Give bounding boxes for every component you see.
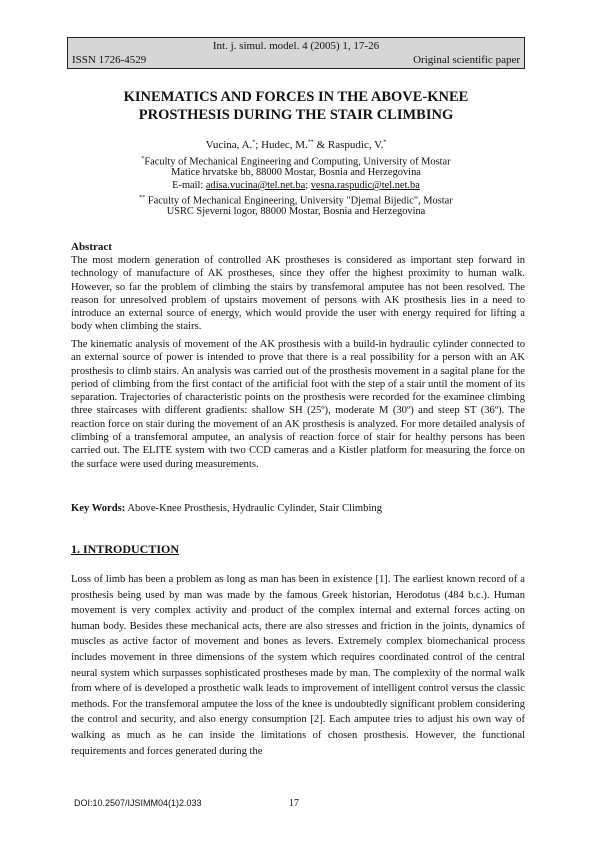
email-label: E-mail: — [172, 180, 206, 191]
abstract-heading: Abstract — [71, 241, 112, 253]
author-3: & Raspudic, V. — [313, 139, 384, 151]
abstract-paragraph-1: The most modern generation of controlled AK prostheses is considered as important step forward in technology of manufacture of AK prostheses, since they offer the highest proximity to human walk. However, so far the problem of climbing the stairs by transfemoral amputee has not been resolved. The reason for unresolved problem of upstairs movement of persons with AK prosthesis lies in a need to introduce an external source of energy, which would provide the user with energy required for lifting a body when climbing the stairs. — [71, 255, 525, 333]
author-2: ; Hudec, M. — [255, 139, 308, 151]
affiliation-1-mark: * — [141, 156, 145, 162]
author-1: Vucina, A. — [205, 139, 253, 151]
introduction-paragraph: Loss of limb has been a problem as long as man has been in existence [1]. The earliest known record of a prosthesis being used by man was made by the famous Greek historian, Herodotus (484 b.c.). Human movement is very complex activity and product of the complex internal and external forces acting on human body. Besides these mechanical acts, there are also stresses and friction in the joints, dynamics of muscles as active factor of movement and bones as levers. Extremely complex biomechanical process includes movement in three dimensions of the system which requires coordinated control of the central neural system which surpasses sophisticated prostheses made by man. The complexity of the normal walk from where of is developed a prosthetic walk leads to improvement of intelligent control versus the classic methods. For the transfemoral amputee the loss of the knee is undoubtedly significant problem considering the control and security, and also energy consumption [2]. Each amputee tries to adjust his own way of walking as much as he can inside the limitations of chosen prosthesis. However, the functional requirements and forces generated during the — [71, 574, 525, 757]
keywords-list: Above-Knee Prosthesis, Hydraulic Cylinder, Stair Climbing — [125, 503, 382, 514]
keywords-label: Key Words: — [71, 503, 126, 514]
issn: ISSN 1726-4529 — [72, 54, 147, 66]
journal-header-box — [67, 37, 525, 69]
author-list — [67, 139, 525, 151]
affiliation-2: ** Faculty of Mechanical Engineering, University "Djemal Bijedic", Mostar — [139, 195, 453, 207]
journal-citation: Int. j. simul. model. 4 (2005) 1, 17-26 — [212, 40, 380, 52]
affiliation-1-address: Matice hrvatske bb, 88000 Mostar, Bosnia and Herzegovina — [171, 167, 421, 178]
section-heading-introduction: 1. INTRODUCTION — [71, 542, 180, 556]
author-1-mark: * — [252, 139, 256, 146]
email-link-2[interactable]: vesna.raspudic@tel.net.ba — [310, 180, 420, 191]
email-link-1[interactable]: adisa.vucina@tel.net.ba — [205, 180, 306, 191]
paper-title — [67, 88, 525, 124]
abstract-paragraph-2: The kinematic analysis of movement of the AK prosthesis with a build-in hydraulic cylinder connected to an external source of power is intended to prove that there is a real possibility for a person with an AK prosthesis to climb stairs. An analysis was carried out of the prosthesis movement in a sagital plane for the period of climbing from the first contact of the artificial foot with the step of a stair until the moment of its separation. Trajectories of characteristic points on the prosthesis were recorded for the examinee climbing three staircases with different gradients: shallow SH (25º), moderate M (30º) and steep ST (36º). The reaction force on stair during the movement of an AK prosthesis is analyzed. For more detailed analysis of climbing of a transfemoral amputee, an analysis of reaction force of stair for healthy persons has been carried out. The ELITE system with two CCD cameras and a Kistler platform for measuring the force on the surface were used during measurements. — [71, 339, 525, 470]
title-line-1: KINEMATICS AND FORCES IN THE ABOVE-KNEE — [123, 89, 469, 105]
author-3-mark: * — [383, 139, 387, 146]
author-2-mark: ** — [307, 139, 314, 146]
email-line: E-mail: adisa.vucina@tel.net.ba; vesna.raspudic@tel.net.ba — [172, 180, 420, 191]
title-line-2: PROSTHESIS DURING THE STAIR CLIMBING — [138, 107, 454, 123]
affiliation-2-address: USRC Sjeverni logor, 88000 Mostar, Bosnia and Herzegovina — [166, 206, 426, 217]
page-number: 17 — [289, 798, 299, 809]
paper-type: Original scientific paper — [413, 54, 520, 66]
affiliation-1: *Faculty of Mechanical Engineering and Computing, University of Mostar — [141, 156, 451, 168]
keywords — [71, 503, 382, 514]
doi: DOI:10.2507/IJSIMM04(1)2.033 — [74, 798, 202, 808]
affiliation-2-mark: ** — [139, 195, 146, 201]
